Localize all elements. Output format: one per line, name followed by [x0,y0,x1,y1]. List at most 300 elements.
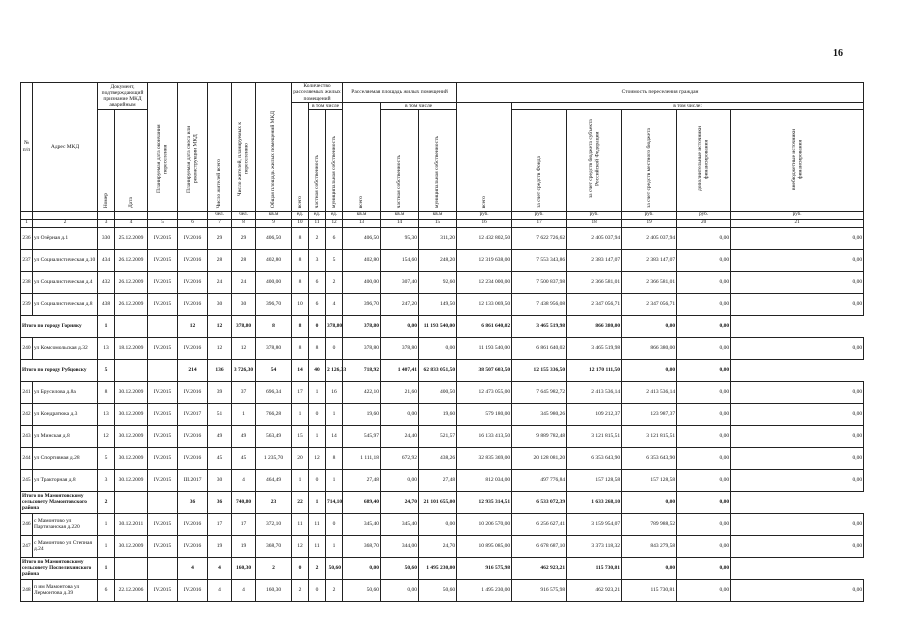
unit-cell: кв.м [419,211,457,219]
table-cell: 214 [178,359,208,381]
table-row [21,249,864,271]
table-cell: 400,50 [419,381,457,403]
table-cell: IV.2016 [178,249,208,271]
table-cell: 2 126,33 [326,359,343,381]
table-cell: 378,80 [326,315,343,337]
table-cell: 789 988,52 [622,513,677,535]
table-cell: 0,00 [381,315,419,337]
table-cell: 0,00 [622,359,677,381]
table-cell: IV.2015 [148,271,178,293]
table-cell: 27,48 [343,469,381,491]
table-cell [115,315,148,337]
unit-cell: руб. [731,211,864,219]
table-cell: IV.2016 [178,337,208,359]
table-cell: 0 [309,403,326,425]
table-cell: 21,60 [381,381,419,403]
table-cell: 12 [208,337,232,359]
table-cell: 12 473 055,00 [457,381,512,403]
table-cell: 3 465 519,98 [512,315,567,337]
table-cell: 24 [232,271,256,293]
column-number-cell: 3 [98,219,115,227]
table-cell: 19 [232,535,256,557]
table-cell: 0,00 [381,469,419,491]
table-cell: 7 553 343,86 [512,249,567,271]
table-row [21,271,864,293]
table-cell: 1 [98,315,115,337]
column-number-cell: 13 [343,219,381,227]
table-cell: IV.2015 [148,535,178,557]
table-cell: 95,30 [381,227,419,249]
table-cell: 28 [232,249,256,271]
table-row [21,227,864,249]
table-cell: 39 [208,381,232,403]
table-cell: 24,70 [381,491,419,513]
table-cell: 2 [256,557,292,579]
table-row [21,381,864,403]
table-cell: 0,00 [622,557,677,579]
table-cell: 2 366 581,01 [567,271,622,293]
table-cell: 12 170 111,50 [567,359,622,381]
col-planned-resettle-header: Планируемая дата окончания переселения [148,83,178,212]
table-cell: 3 465 519,98 [567,337,622,359]
table-cell: 115 730,81 [622,579,677,601]
col-regional-header: за счет средств бюджета субъекта Российской Федерации [567,110,622,211]
table-cell: 400,00 [256,271,292,293]
address-cell: ул Социалистическая д.4 [33,271,98,293]
subtotal-row [21,359,864,381]
table-cell: 149,50 [419,293,457,315]
subtotal-label: Итого по Мамонтовскому сельсовету Мамонтовского района [21,491,98,513]
unit-cell: ед. [326,211,343,219]
table-cell: 10 206 570,00 [457,513,512,535]
table-cell: 2 347 056,71 [622,293,677,315]
col-area-municipal-header: муниципальная собственность [419,110,457,211]
table-cell: 916 575,98 [457,557,512,579]
col-document-header: Документ, подтверждающий признание МКД аварийным [98,83,148,110]
table-cell: 0,00 [731,249,864,271]
col-rooms-count-header: Количество расселяемых жилых помещений [293,83,341,102]
table-cell: 0,00 [731,293,864,315]
table-cell: IV.2015 [148,227,178,249]
table-cell: 4 [232,469,256,491]
table-cell: 6 353 643,90 [622,447,677,469]
column-number-cell: 11 [309,219,326,227]
col-area-private-header: частная собственность [381,110,419,211]
table-cell: IV.2016 [178,227,208,249]
col-rooms-all-header: всего [292,102,309,211]
table-cell: 0 [326,337,343,359]
col-cost-all-header: всего [457,102,512,211]
address-cell: ул Комсомольская д.32 [33,337,98,359]
table-cell: 0,00 [677,447,731,469]
table-cell: 246 [21,513,33,535]
table-cell: 10 895 085,00 [457,535,512,557]
col-resettled-area-header: Расселяемая площадь жилых помещений [343,83,457,103]
table-cell: 0,00 [677,491,731,513]
table-cell: IV.2015 [148,381,178,403]
table-cell: 406,50 [256,227,292,249]
table-cell: 0,00 [419,513,457,535]
address-cell: ул Кондратюка д.3 [33,403,98,425]
table-cell [148,315,178,337]
table-cell: 115 730,81 [567,557,622,579]
table-cell: 247,20 [381,293,419,315]
table-cell: 245 [21,469,33,491]
table-cell: 8 [98,381,115,403]
table-cell: 30 [208,293,232,315]
column-number-cell: 2 [33,219,98,227]
table-cell: 0,00 [677,337,731,359]
table-cell: 9 889 782,48 [512,425,567,447]
table-cell: 26.12.2009 [115,249,148,271]
table-cell: 12 [178,315,208,337]
table-cell: 672,92 [381,447,419,469]
table-cell: 1 [292,469,309,491]
table-cell: 12 [292,535,309,557]
table-cell: 402,80 [343,249,381,271]
table-cell: 1 [232,403,256,425]
table-cell: 3 373 118,32 [567,535,622,557]
table-cell: 157 128,58 [622,469,677,491]
table-cell: 438 [98,293,115,315]
table-cell: IV.2015 [148,293,178,315]
table-cell: IV.2015 [148,337,178,359]
table-cell: 7 622 726,62 [512,227,567,249]
table-cell: 497 776,84 [512,469,567,491]
table-cell: 740,80 [232,491,256,513]
table-cell: 0,00 [677,579,731,601]
table-cell: 464,49 [256,469,292,491]
table-row [21,447,864,469]
table-cell: 36 [178,491,208,513]
table-cell: 1 [98,557,115,579]
table-cell: 345 980,26 [512,403,567,425]
table-cell: 0,00 [677,469,731,491]
table-cell: 3 121 815,51 [622,425,677,447]
col-address-header: Адрес МКД [33,83,98,212]
table-cell: 36 [208,491,232,513]
table-cell: IV.2016 [178,293,208,315]
table-cell: 50,60 [381,557,419,579]
table-cell: 2 347 056,71 [567,293,622,315]
table-cell: 5 [98,447,115,469]
table-cell: 5 [98,359,115,381]
resettlement-table [20,82,864,602]
subtotal-label: Итого по Мамонтовскому сельсовету Поспелихинского района [21,557,98,579]
table-cell: 521,57 [419,425,457,447]
table-row [21,513,864,535]
table-cell: 10 [292,293,309,315]
table-cell: 4 [208,557,232,579]
table-cell: 29 [232,227,256,249]
address-cell: ул Социалистическая д.8 [33,293,98,315]
table-header [21,83,864,228]
table-cell: 1 [309,425,326,447]
table-cell: 8 [292,249,309,271]
column-number-cell: 4 [115,219,148,227]
table-cell: 345,40 [343,513,381,535]
table-cell [148,491,178,513]
subtotal-label: Итого по городу Рубцовску [21,359,98,381]
table-cell: 0 [292,557,309,579]
col-area-all-header: всего [343,102,381,211]
table-cell: 0,00 [677,359,731,381]
units-row [21,211,864,219]
table-cell: III.2017 [178,469,208,491]
table-cell: 0,00 [731,337,864,359]
table-cell: 0,00 [677,425,731,447]
table-cell: 38 507 603,50 [457,359,512,381]
table-cell [115,491,148,513]
table-cell: 372,10 [256,513,292,535]
table-cell: 402,80 [256,249,292,271]
table-cell: 45 [232,447,256,469]
table-cell: 368,70 [343,535,381,557]
table-cell: 92,60 [419,271,457,293]
table-cell: 0,00 [677,315,731,337]
table-cell: 378,80 [381,337,419,359]
column-number-cell: 5 [148,219,178,227]
column-number-cell: 21 [731,219,864,227]
table-cell: 6 678 687,10 [512,535,567,557]
address-cell: ул Озёрная д.1 [33,227,98,249]
table-cell: 1 633 268,10 [567,491,622,513]
table-cell: 32 835 369,00 [457,447,512,469]
table-cell: 17 [208,513,232,535]
unit-cell [21,211,33,219]
table-cell: 0 [309,579,326,601]
table-cell: 8 [292,271,309,293]
col-residents-planned-header: Число жителей, планируемых к переселению [232,83,256,212]
table-cell: 27,48 [419,469,457,491]
table-cell: IV.2015 [148,513,178,535]
column-number-cell: 10 [292,219,309,227]
table-cell: 20 128 081,20 [512,447,567,469]
table-cell: 4 [178,557,208,579]
table-cell: 21 101 655,00 [419,491,457,513]
table-row [21,403,864,425]
table-cell: 244 [21,447,33,469]
unit-cell [148,211,178,219]
table-cell: 378,80 [343,315,381,337]
table-cell: 7 500 837,98 [512,271,567,293]
table-cell: IV.2017 [178,403,208,425]
table-cell: 30 [208,469,232,491]
table-cell: 50,60 [419,579,457,601]
table-cell: 25.12.2009 [115,227,148,249]
table-cell: 2 [292,579,309,601]
table-cell: 8 [256,315,292,337]
table-cell: 30.12.2009 [115,469,148,491]
unit-cell [115,211,148,219]
table-cell: 2 [326,579,343,601]
table-cell: 2 405 037,94 [567,227,622,249]
table-cell: 109 212,37 [567,403,622,425]
table-cell: 0,00 [677,557,731,579]
table-cell: IV.2015 [148,579,178,601]
table-cell: 123 987,37 [622,403,677,425]
subtotal-label: Итого по городу Горняку [21,315,98,337]
address-cell: с Мамонтово ул Партизанская д.220 [33,513,98,535]
col-rooms-private-header: частная собственность [309,110,326,211]
table-cell: 24,70 [419,535,457,557]
table-cell: 1 495 230,00 [457,579,512,601]
table-cell: 378,80 [343,337,381,359]
column-number-cell: 16 [457,219,512,227]
address-cell: ул Спортивная д.28 [33,447,98,469]
col-planned-demolish-header: Планируемая дата сноса или реконструкции МКД [178,83,208,212]
col-cost-header: Стоимость переселения граждан [457,83,864,103]
column-number-cell: 20 [677,219,731,227]
table-row [21,293,864,315]
column-number-cell: 19 [622,219,677,227]
table-cell: 45 [208,447,232,469]
table-cell: 0,00 [731,381,864,403]
table-cell: 30.12.2011 [115,513,148,535]
table-cell: 13 [98,403,115,425]
table-cell: IV.2016 [178,535,208,557]
table-cell: 8 [292,337,309,359]
table-cell: 30.12.2009 [115,447,148,469]
table-cell: 30.12.2009 [115,381,148,403]
col-cost-in-that-header: в том числе: [512,102,864,109]
table-cell: 24 [208,271,232,293]
column-number-cell: 14 [381,219,419,227]
table-cell: 29 [208,227,232,249]
table-cell: 15 [292,425,309,447]
table-cell: IV.2015 [148,249,178,271]
table-row [21,425,864,447]
table-cell: IV.2016 [178,271,208,293]
table-cell: 23 [256,491,292,513]
col-num-header: № п/п [21,83,33,212]
table-cell: 0,00 [677,227,731,249]
table-cell: 2 366 581,01 [622,271,677,293]
table-cell: 19,60 [419,403,457,425]
column-number-cell: 7 [208,219,232,227]
table-cell: 579 180,00 [457,403,512,425]
table-cell: 4 [326,293,343,315]
table-row [21,337,864,359]
table-cell: 2 405 037,94 [622,227,677,249]
subtotal-row [21,491,864,513]
table-cell: 49 [232,425,256,447]
table-cell: 12 935 314,51 [457,491,512,513]
table-cell: 30.12.2009 [115,535,148,557]
table-cell: 2 413 536,14 [567,381,622,403]
table-cell: 812 034,00 [457,469,512,491]
unit-cell: ед. [309,211,326,219]
table-cell: 1 [309,491,326,513]
table-cell: 157 128,58 [567,469,622,491]
table-cell: 8 [309,337,326,359]
table-cell: 6 [98,579,115,601]
unit-cell [33,211,98,219]
table-cell [115,359,148,381]
table-cell: 0,00 [731,227,864,249]
table-cell: 17 [292,381,309,403]
table-cell: 11 [309,535,326,557]
table-cell: 18.12.2009 [115,337,148,359]
address-cell: ул Тракторная д.8 [33,469,98,491]
table-cell: 434 [98,249,115,271]
table-cell: 2 [98,491,115,513]
table-cell: 563,49 [256,425,292,447]
table-body [21,227,864,601]
table-cell: 330 [98,227,115,249]
table-cell: 11 193 540,00 [457,337,512,359]
table-cell: IV.2016 [178,425,208,447]
table-cell: 916 575,98 [512,579,567,601]
table-cell: 3 726,30 [232,359,256,381]
table-cell: 696,34 [256,381,292,403]
col-local-header: за счет средств местного бюджета [622,110,677,211]
unit-cell: руб. [677,211,731,219]
table-cell: 248 [21,579,33,601]
table-cell: 5 [326,249,343,271]
table-cell: 12 133 069,50 [457,293,512,315]
table-cell: 396,70 [343,293,381,315]
table-cell: 240 [21,337,33,359]
col-additional-header: дополнительные источники финансирования [677,110,731,211]
unit-cell: кв.м [381,211,419,219]
table-cell: 432 [98,271,115,293]
table-cell: 160,30 [232,557,256,579]
table-cell: 0,00 [419,337,457,359]
table-cell: 12 432 802,50 [457,227,512,249]
column-number-cell: 12 [326,219,343,227]
table-cell: 1 [326,469,343,491]
table-cell: 0,00 [731,469,864,491]
table-cell: 239 [21,293,33,315]
table-cell: 1 111,18 [343,447,381,469]
table-cell: 3 159 954,07 [567,513,622,535]
table-cell: 1 495 230,00 [419,557,457,579]
unit-cell: чел. [232,211,256,219]
address-cell: п им Мамонтова ул Лермонтова д.39 [33,579,98,601]
table-cell [148,557,178,579]
table-cell: 7 645 982,72 [512,381,567,403]
table-cell: 2 [309,557,326,579]
table-cell: 30.12.2009 [115,403,148,425]
unit-cell: руб. [622,211,677,219]
table-cell: 368,70 [256,535,292,557]
table-cell: 136 [208,359,232,381]
table-cell: 243 [21,425,33,447]
column-number-cell: 17 [512,219,567,227]
unit-cell: ед. [292,211,309,219]
table-cell: 422,10 [343,381,381,403]
table-cell: 248,20 [419,249,457,271]
unit-cell [178,211,208,219]
table-cell: 247 [21,535,33,557]
table-cell: 237 [21,249,33,271]
table-cell: 14 [292,359,309,381]
table-cell: 1 [98,535,115,557]
table-cell: 0,00 [677,403,731,425]
table-cell: 400,00 [343,271,381,293]
table-cell: 26.12.2009 [115,293,148,315]
table-cell: 2 [309,227,326,249]
table-cell: 6 [309,271,326,293]
col-fund-header: за счет средств Фонда [512,110,567,211]
table-cell: 0,00 [622,315,677,337]
table-cell: 406,50 [343,227,381,249]
col-doc-date-header: Дата [115,110,148,211]
table-cell [148,359,178,381]
table-cell: 307,40 [381,271,419,293]
table-cell: 51 [208,403,232,425]
